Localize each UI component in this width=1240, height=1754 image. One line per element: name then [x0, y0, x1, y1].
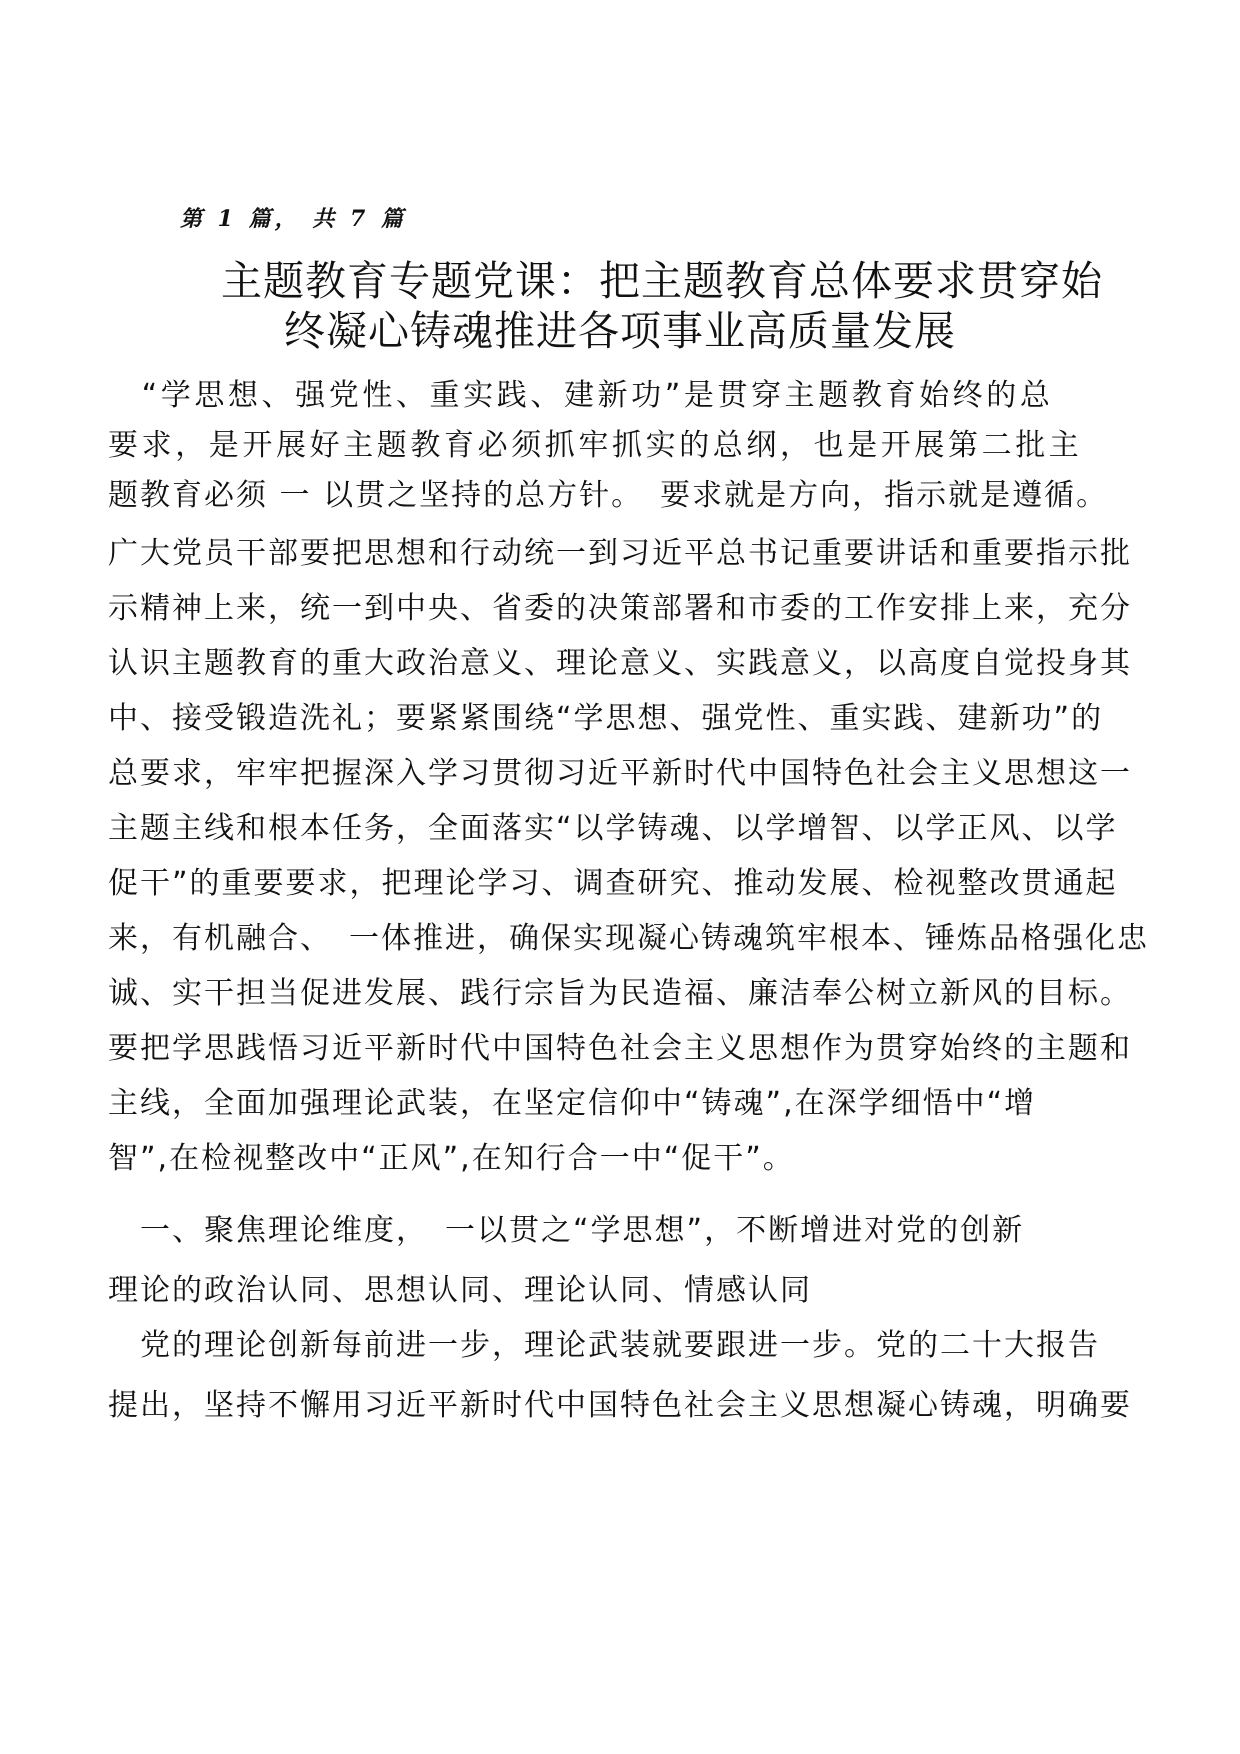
body-line: 党的理论创新每前进一步，理论武装就要跟进一步。党的二十大报告 — [108, 1328, 1100, 1363]
body-line: 主题主线和根本任务，全面落实“以学铸魂、以学增智、以学正风、以学 — [108, 811, 1118, 846]
document-title-line-1: 主题教育专题党课：把主题教育总体要求贯穿始 — [221, 257, 1103, 305]
body-line: 题教育必须 一 以贯之坚持的总方针。 要求就是方向，指示就是遵循。 — [108, 478, 1109, 513]
body-line: 促干”的重要要求，把理论学习、调查研究、推动发展、检视整改贯通起 — [108, 866, 1118, 901]
body-line: 要把学思践悟习近平新时代中国特色社会主义思想作为贯穿始终的主题和 — [108, 1031, 1132, 1066]
section-heading-line: 理论的政治认同、思想认同、理论认同、情感认同 — [108, 1273, 812, 1308]
body-line: 诚、实干担当促进发展、践行宗旨为民造福、廉洁奉公树立新风的目标。 — [108, 976, 1132, 1011]
body-line: 要求，是开展好主题教育必须抓牢抓实的总纲，也是开展第二批主 — [108, 428, 1083, 463]
body-line: 广大党员干部要把思想和行动统一到习近平总书记重要讲话和重要指示批 — [108, 536, 1132, 571]
series-label: 第 1 篇， 共 7 篇 — [180, 206, 407, 232]
body-line: 主线，全面加强理论武装，在坚定信仰中“铸魂”,在深学细悟中“增 — [108, 1086, 1037, 1121]
body-line: “学思想、强党性、重实践、建新功”是贯穿主题教育始终的总 — [108, 378, 1054, 413]
document-title-line-2: 终凝心铸魂推进各项事业高质量发展 — [284, 307, 956, 355]
section-heading-line: 一、聚焦理论维度， 一以贯之“学思想”，不断增进对党的创新 — [108, 1213, 1025, 1248]
body-line: 智”,在检视整改中“正风”,在知行合一中“促干”。 — [108, 1141, 795, 1176]
body-line: 总要求，牢牢把握深入学习贯彻习近平新时代中国特色社会主义思想这一 — [108, 756, 1132, 791]
body-line: 提出，坚持不懈用习近平新时代中国特色社会主义思想凝心铸魂，明确要 — [108, 1388, 1132, 1423]
body-line: 示精神上来，统一到中央、省委的决策部署和市委的工作安排上来，充分 — [108, 591, 1132, 626]
body-line: 中、接受锻造洗礼；要紧紧围绕“学思想、强党性、重实践、建新功”的 — [108, 701, 1104, 736]
body-line: 来，有机融合、 一体推进，确保实现凝心铸魂筑牢根本、锤炼品格强化忠 — [108, 921, 1149, 956]
body-line: 认识主题教育的重大政治意义、理论意义、实践意义，以高度自觉投身其 — [108, 646, 1132, 681]
